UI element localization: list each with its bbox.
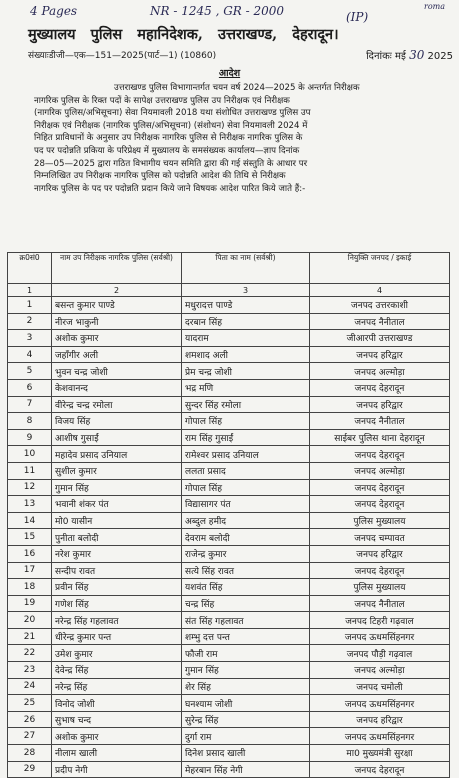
officer-name-cell: बसन्त कुमार पाण्डे: [52, 297, 182, 314]
father-name-cell: राजेन्द्र कुमार: [182, 545, 310, 562]
table-row: [8, 545, 450, 562]
serial-cell: 1: [8, 297, 52, 314]
father-name-cell: दरबान सिंह: [182, 313, 310, 330]
serial-cell: 19: [8, 595, 52, 612]
serial-cell: 3: [8, 330, 52, 347]
father-name-cell: अब्दुल हमीद: [182, 512, 310, 529]
father-name-cell: शम्भु दत्त पन्त: [182, 628, 310, 645]
date-year: 2025: [427, 51, 453, 62]
paragraph-line: (नागरिक पुलिस/अभिसूचना) सेवा नियमावली 2018 यथा संशोधित उत्तराखण्ड पुलिस उप: [34, 108, 311, 119]
table-row: [8, 512, 450, 529]
posting-cell: जनपद अल्मोड़ा: [310, 462, 450, 479]
serial-cell: 29: [8, 761, 52, 778]
handwritten-pages: 4 Pages: [30, 4, 78, 18]
col-header-posting: नियुक्ति जनपद / इकाई: [310, 253, 450, 284]
handwritten-corner: roma: [424, 2, 445, 11]
posting-cell: जनपद हरिद्वार: [310, 346, 450, 363]
officer-name-cell: विनोद जोशी: [52, 695, 182, 712]
officer-name-cell: धीरेन्द्र कुमार पन्त: [52, 628, 182, 645]
serial-cell: 6: [8, 379, 52, 396]
officer-name-cell: नरेश कुमार: [52, 545, 182, 562]
serial-cell: 5: [8, 363, 52, 380]
father-name-cell: गुमान सिंह: [182, 662, 310, 679]
serial-cell: 14: [8, 512, 52, 529]
officer-name-cell: सन्दीप रावत: [52, 562, 182, 579]
table-row: [8, 429, 450, 446]
paragraph-line: नागरिक पुलिस के रिक्त पदों के सापेक्ष उत्तराखण्ड पुलिस उप निरीक्षक एवं निरीक्षक: [34, 95, 290, 106]
table-body: [8, 297, 450, 778]
table-row: [8, 363, 450, 380]
serial-cell: 27: [8, 728, 52, 745]
serial-cell: 28: [8, 745, 52, 762]
table-index-row: [8, 284, 450, 297]
serial-cell: 10: [8, 446, 52, 463]
posting-cell: जनपद पौड़ी गढ़वाल: [310, 645, 450, 662]
officer-name-cell: गणेश सिंह: [52, 595, 182, 612]
table-row: [8, 496, 450, 513]
officer-name-cell: भवानी शंकर पंत: [52, 496, 182, 513]
posting-cell: पुलिस मुख्यालय: [310, 512, 450, 529]
father-name-cell: शमशाद अली: [182, 346, 310, 363]
posting-cell: जनपद हरिद्वार: [310, 711, 450, 728]
paragraph-line: 28—05—2025 द्वारा गठित विभागीय चयन समिति द्वारा की गई संस्तुति के आधार पर: [34, 158, 308, 169]
serial-cell: 2: [8, 313, 52, 330]
father-name-cell: संत सिंह गहलावत: [182, 612, 310, 629]
father-name-cell: मधुरादत्त पाण्डे: [182, 297, 310, 314]
father-name-cell: दिनेश प्रसाद खाली: [182, 745, 310, 762]
father-name-cell: सत्ये सिंह रावत: [182, 562, 310, 579]
officer-name-cell: प्रदीप नेगी: [52, 761, 182, 778]
father-name-cell: यादराम: [182, 330, 310, 347]
father-name-cell: यशवंत सिंह: [182, 579, 310, 596]
table-row: [8, 628, 450, 645]
father-name-cell: देवराम बलोदी: [182, 529, 310, 546]
index-cell: 1: [8, 284, 52, 297]
table-row: [8, 761, 450, 778]
table-row: [8, 728, 450, 745]
serial-cell: 16: [8, 545, 52, 562]
officer-name-cell: मो0 यासीन: [52, 512, 182, 529]
col-header-father: पिता का नाम (सर्वश्री): [182, 253, 310, 284]
officer-name-cell: जहाँगीर अली: [52, 346, 182, 363]
paragraph-line: निम्नलिखित उप निरीक्षक नागरिक पुलिस को पदोन्नति आदेश की तिथि से निरीक्षक: [34, 171, 286, 182]
serial-cell: 9: [8, 429, 52, 446]
serial-cell: 15: [8, 529, 52, 546]
table-row: [8, 462, 450, 479]
posting-cell: जनपद नैनीताल: [310, 313, 450, 330]
table-row: [8, 396, 450, 413]
father-name-cell: घनश्याम जोशी: [182, 695, 310, 712]
officer-name-cell: अशोक कुमार: [52, 728, 182, 745]
posting-cell: मा0 मुख्यमंत्री सुरक्षा: [310, 745, 450, 762]
table-row: [8, 662, 450, 679]
paragraph-line: उत्तराखण्ड पुलिस विभागान्तर्गत चयन वर्ष 2024—2025 के अन्तर्गत निरीक्षक: [114, 83, 360, 93]
serial-cell: 12: [8, 479, 52, 496]
table-row: [8, 313, 450, 330]
table-row: [8, 695, 450, 712]
table-row: [8, 678, 450, 695]
officer-name-cell: विजय सिंह: [52, 413, 182, 430]
officer-name-cell: सुभाष चन्द: [52, 711, 182, 728]
officer-name-cell: आशीष गुसाईं: [52, 429, 182, 446]
serial-cell: 26: [8, 711, 52, 728]
posting-cell: जनपद देहरादून: [310, 761, 450, 778]
table-row: [8, 413, 450, 430]
posting-cell: जनपद ऊधमसिंहनगर: [310, 728, 450, 745]
date-label: दिनांकः मई: [366, 51, 406, 62]
father-name-cell: प्रेम चन्द्र जोशी: [182, 363, 310, 380]
father-name-cell: विद्यासागर पंत: [182, 496, 310, 513]
officer-name-cell: वीरेन्द्र चन्द्र रमोला: [52, 396, 182, 413]
serial-cell: 20: [8, 612, 52, 629]
officer-name-cell: केशवानन्द: [52, 379, 182, 396]
table-row: [8, 529, 450, 546]
paragraph-line: निहित प्राविधानों के अनुसार उप निरीक्षक नागरिक पुलिस से निरीक्षक नागरिक पुलिस के: [34, 133, 303, 144]
posting-cell: जनपद नैनीताल: [310, 413, 450, 430]
serial-cell: 21: [8, 628, 52, 645]
posting-cell: जनपद उत्तरकाशी: [310, 297, 450, 314]
father-name-cell: चन्द्र सिंह: [182, 595, 310, 612]
serial-cell: 13: [8, 496, 52, 513]
posting-cell: जनपद देहरादून: [310, 496, 450, 513]
officer-name-cell: गुमान सिंह: [52, 479, 182, 496]
posting-cell: जीआरपी उत्तराखण्ड: [310, 330, 450, 347]
father-name-cell: दुर्गा राम: [182, 728, 310, 745]
posting-cell: जनपद नैनीताल: [310, 595, 450, 612]
index-cell: 3: [182, 284, 310, 297]
serial-cell: 8: [8, 413, 52, 430]
table-row: [8, 612, 450, 629]
officer-name-cell: अशोक कुमार: [52, 330, 182, 347]
serial-cell: 23: [8, 662, 52, 679]
table-row: [8, 745, 450, 762]
officer-name-cell: सुशील कुमार: [52, 462, 182, 479]
col-header-name: नाम उप निरीक्षक नागरिक पुलिस (सर्वश्री): [52, 253, 182, 284]
serial-cell: 11: [8, 462, 52, 479]
order-paragraph: [34, 82, 459, 195]
table-row: [8, 446, 450, 463]
officer-name-cell: भुवन चन्द्र जोशी: [52, 363, 182, 380]
table-row: [8, 346, 450, 363]
order-heading: आदेश: [218, 68, 241, 79]
father-name-cell: सुरेन्द्र सिंह: [182, 711, 310, 728]
paragraph-line: निरीक्षक एवं निरीक्षक (नागरिक पुलिस/अभिसूचना) (संशोधन) सेवा नियमावली 2024 में: [34, 120, 308, 131]
officer-name-cell: नरेन्द्र सिंह: [52, 678, 182, 695]
table-row: [8, 711, 450, 728]
promotion-table: [7, 252, 450, 778]
index-cell: 4: [310, 284, 450, 297]
officer-name-cell: नीलाम खाली: [52, 745, 182, 762]
table-row: [8, 645, 450, 662]
table-row: [8, 330, 450, 347]
father-name-cell: गोपाल सिंह: [182, 413, 310, 430]
reference-number: संख्याःडीजी—एक—151—2025(पार्ट—1) (10860): [28, 51, 217, 61]
posting-cell: जनपद चम्पावत: [310, 529, 450, 546]
index-cell: 2: [52, 284, 182, 297]
posting-cell: जनपद देहरादून: [310, 479, 450, 496]
father-name-cell: राम सिंह गुसाईं: [182, 429, 310, 446]
posting-cell: जनपद देहरादून: [310, 379, 450, 396]
posting-cell: साईबर पुलिस थाना देहरादून: [310, 429, 450, 446]
posting-cell: पुलिस मुख्यालय: [310, 579, 450, 596]
father-name-cell: गोपाल सिंह: [182, 479, 310, 496]
father-name-cell: ललता प्रसाद: [182, 462, 310, 479]
officer-name-cell: उमेश कुमार: [52, 645, 182, 662]
father-name-cell: फौजी राम: [182, 645, 310, 662]
officer-name-cell: नीरज भाकुनी: [52, 313, 182, 330]
officer-name-cell: देवेन्द्र सिंह: [52, 662, 182, 679]
father-name-cell: सुन्दर सिंह रमोला: [182, 396, 310, 413]
posting-cell: जनपद अल्मोड़ा: [310, 662, 450, 679]
serial-cell: 24: [8, 678, 52, 695]
serial-cell: 7: [8, 396, 52, 413]
posting-cell: जनपद ऊधमसिंहनगर: [310, 628, 450, 645]
reference-line: [28, 48, 453, 62]
serial-cell: 18: [8, 579, 52, 596]
table-row: [8, 479, 450, 496]
posting-cell: जनपद चमोली: [310, 678, 450, 695]
table-header-row: [8, 253, 450, 284]
father-name-cell: शेर सिंह: [182, 678, 310, 695]
paragraph-line: पद पर पदोन्नति प्रकिया के परिप्रेक्ष्य में मुख्यालय के समसंख्यक कार्यालय—ज्ञाप दिनांक: [34, 145, 300, 156]
page-title: मुख्यालय पुलिस महानिदेशक, उत्तराखण्ड, देहरादून।: [28, 26, 339, 43]
paragraph-line: नागरिक पुलिस के पद पर पदोन्नति प्रदान किये जाने विषयक आदेश पारित किये जाते हैं:-: [34, 183, 306, 194]
father-name-cell: भद्र मणि: [182, 379, 310, 396]
table-row: [8, 579, 450, 596]
order-date: [366, 48, 453, 62]
handwritten-nr-gr: NR - 1245 , GR - 2000: [150, 4, 285, 18]
table-row: [8, 562, 450, 579]
serial-cell: 22: [8, 645, 52, 662]
father-name-cell: मेहरबान सिंह नेगी: [182, 761, 310, 778]
col-header-serial: क्र0सं0: [8, 253, 52, 284]
serial-cell: 17: [8, 562, 52, 579]
posting-cell: जनपद देहरादून: [310, 446, 450, 463]
officer-name-cell: पुनीता बलोदी: [52, 529, 182, 546]
table-row: [8, 297, 450, 314]
serial-cell: 4: [8, 346, 52, 363]
officer-name-cell: महादेव प्रसाद उनियाल: [52, 446, 182, 463]
serial-cell: 25: [8, 695, 52, 712]
father-name-cell: रामेश्वर प्रसाद उनियाल: [182, 446, 310, 463]
table-row: [8, 595, 450, 612]
handwritten-ip: (IP): [346, 10, 369, 24]
posting-cell: जनपद हरिद्वार: [310, 396, 450, 413]
officer-name-cell: नरेन्द्र सिंह गहलावत: [52, 612, 182, 629]
posting-cell: जनपद टिहरी गढ़वाल: [310, 612, 450, 629]
date-handwritten: 30: [409, 48, 425, 62]
posting-cell: जनपद हरिद्वार: [310, 545, 450, 562]
officer-name-cell: प्रवीन सिंह: [52, 579, 182, 596]
posting-cell: जनपद देहरादून: [310, 562, 450, 579]
posting-cell: जनपद ऊधमसिंहनगर: [310, 695, 450, 712]
table-row: [8, 379, 450, 396]
posting-cell: जनपद अल्मोड़ा: [310, 363, 450, 380]
